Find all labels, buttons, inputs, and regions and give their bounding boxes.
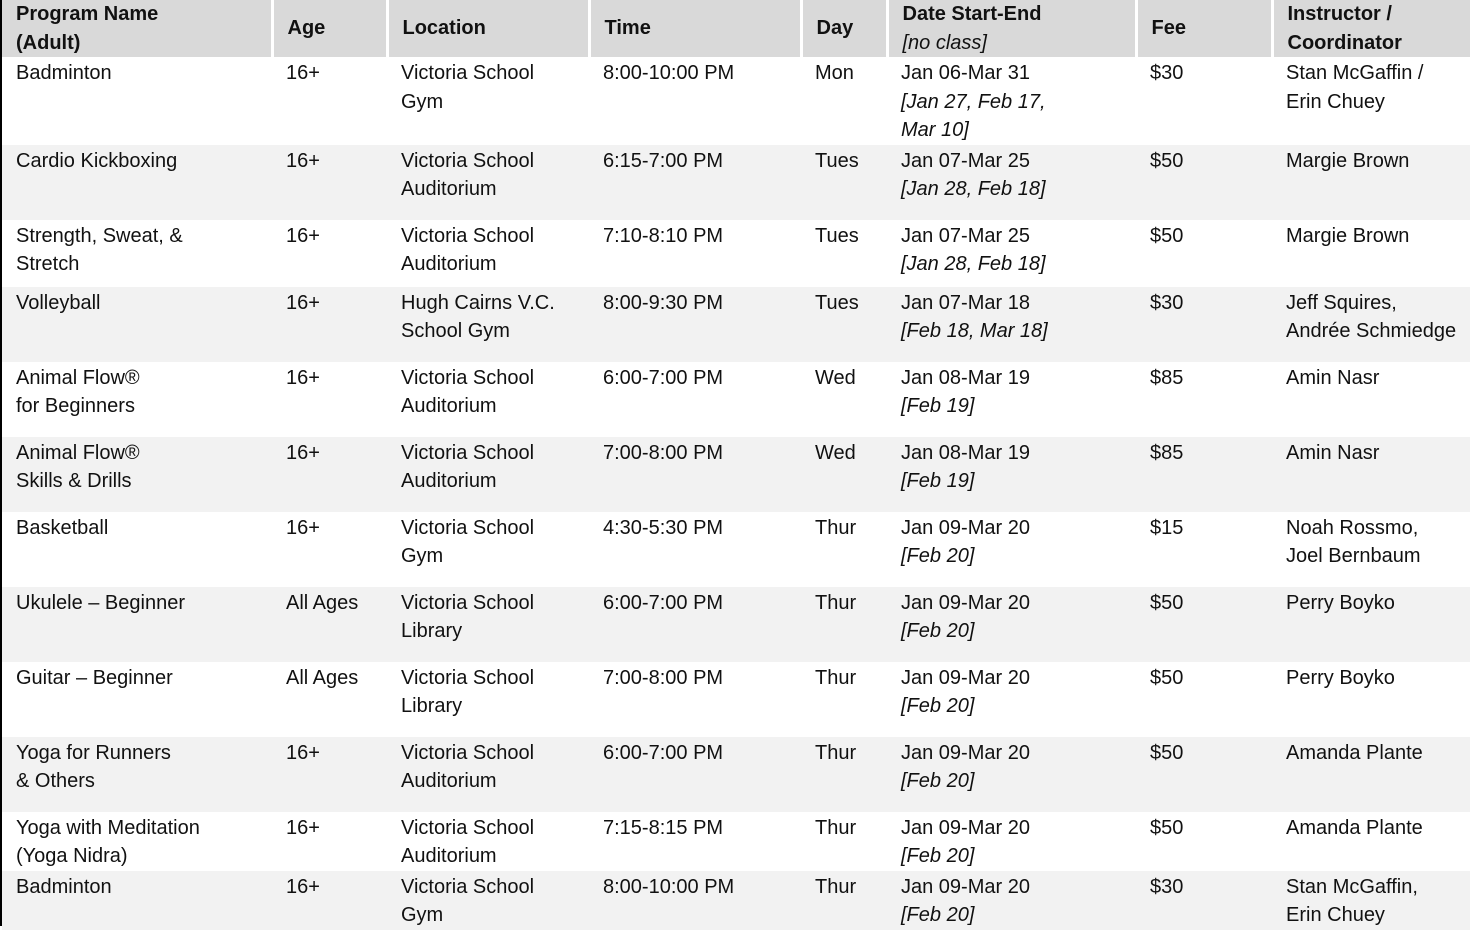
location-line: School Gym (401, 320, 510, 342)
table-row (2, 220, 1470, 287)
header-instructor-line: Coordinator (1287, 31, 1402, 54)
no-class-dates: [Jan 27, Feb 17, (901, 90, 1046, 113)
instructor-cell (1272, 662, 1470, 737)
no-class-dates: Mar 10] (901, 119, 969, 141)
location-cell (387, 512, 589, 587)
location-cell (387, 737, 589, 812)
program-name-line: Guitar – Beginner (16, 666, 173, 689)
location-line: Auditorium (401, 470, 497, 492)
location-line: Victoria School (401, 149, 535, 172)
instructor-cell (1272, 437, 1470, 512)
age-cell: 16+ (286, 62, 320, 84)
instructor-line: Perry Boyko (1286, 666, 1395, 689)
location-line: Victoria School (401, 875, 535, 898)
day-cell: Tues (801, 287, 887, 362)
age-cell: 16+ (272, 737, 387, 812)
instructor-line: Amin Nasr (1286, 366, 1380, 389)
instructor-cell (1272, 220, 1470, 287)
date-range: Jan 09-Mar 20 (901, 591, 1030, 614)
date-cell (887, 437, 1136, 512)
header-date-title: Date Start-End (902, 3, 1042, 25)
header-fee: Fee (1136, 0, 1272, 57)
header-age: Age (272, 0, 387, 57)
date-range: Jan 08-Mar 19 (901, 366, 1030, 389)
location-line: Library (401, 620, 463, 642)
day-cell: Wed (801, 437, 887, 512)
no-class-dates: [Feb 19] (901, 470, 975, 492)
location-line: Gym (401, 90, 444, 113)
location-line: Gym (401, 904, 444, 926)
program-name-cell (2, 512, 272, 587)
table-row (2, 57, 1470, 145)
program-name-line: for Beginners (16, 395, 135, 417)
fee-cell: $50 (1150, 816, 1184, 839)
table-row (2, 812, 1470, 871)
age-cell: 16+ (272, 287, 387, 362)
no-class-dates: [Feb 20] (901, 770, 975, 792)
age-cell: 16+ (286, 366, 320, 389)
header-instructor-line: Instructor / (1287, 3, 1392, 25)
fee-cell: $85 (1150, 366, 1184, 389)
age-cell: 16+ (286, 224, 320, 247)
instructor-line: Erin Chuey (1286, 90, 1385, 113)
instructor-cell (1272, 362, 1470, 437)
day-cell: Tues (801, 145, 887, 220)
day-cell: Thur (815, 666, 857, 689)
program-schedule-table (2, 0, 1470, 930)
program-name-line: Strength, Sweat, & (16, 224, 183, 247)
date-cell (887, 512, 1136, 587)
header-date (887, 0, 1136, 57)
program-name-line: Skills & Drills (16, 470, 132, 492)
date-range: Jan 09-Mar 20 (901, 816, 1030, 839)
instructor-cell (1272, 587, 1470, 662)
date-range: Jan 09-Mar 20 (901, 516, 1030, 539)
header-row (2, 0, 1470, 57)
program-name-line: Yoga with Meditation (16, 816, 200, 839)
location-line: Victoria School (401, 366, 535, 389)
location-cell (387, 362, 589, 437)
location-cell (387, 437, 589, 512)
time-cell: 7:10-8:10 PM (603, 224, 724, 247)
instructor-line: Erin Chuey (1286, 904, 1385, 926)
age-cell: All Ages (286, 666, 359, 689)
time-cell: 7:00-8:00 PM (603, 666, 724, 689)
instructor-line: Margie Brown (1286, 149, 1410, 172)
location-line: Auditorium (401, 770, 497, 792)
location-cell (387, 220, 589, 287)
date-cell (887, 145, 1136, 220)
location-line: Victoria School (401, 62, 535, 84)
header-program (2, 0, 272, 57)
header-instructor (1272, 0, 1470, 57)
program-name-line: Stretch (16, 253, 80, 275)
instructor-line: Jeff Squires, (1286, 291, 1397, 314)
fee-cell: $30 (1136, 287, 1272, 362)
no-class-dates: [Feb 19] (901, 395, 975, 417)
location-line: Hugh Cairns V.C. (401, 291, 555, 314)
day-cell: Thur (815, 816, 857, 839)
instructor-line: Perry Boyko (1286, 591, 1395, 614)
location-line: Gym (401, 545, 444, 567)
header-day: Day (801, 0, 887, 57)
no-class-dates: [Feb 20] (901, 904, 975, 926)
program-name-cell (2, 145, 272, 220)
no-class-dates: [Feb 20] (901, 545, 975, 567)
location-cell (387, 812, 589, 871)
instructor-cell (1272, 512, 1470, 587)
location-line: Victoria School (401, 741, 535, 764)
program-name-line: Ukulele – Beginner (16, 591, 185, 614)
header-program-line: (Adult) (16, 31, 81, 54)
day-cell: Thur (801, 587, 887, 662)
instructor-cell (1272, 812, 1470, 871)
age-cell: 16+ (272, 871, 387, 930)
instructor-line: Amanda Plante (1286, 741, 1423, 764)
program-name-line: Badminton (16, 62, 112, 84)
program-name-line: Volleyball (16, 291, 101, 314)
day-cell: Thur (801, 871, 887, 930)
program-name-cell (2, 57, 272, 145)
time-cell: 8:00-10:00 PM (603, 62, 735, 84)
date-cell (887, 737, 1136, 812)
program-name-cell (2, 662, 272, 737)
program-name-cell (2, 362, 272, 437)
date-cell (887, 220, 1136, 287)
location-cell (387, 287, 589, 362)
no-class-dates: [Feb 20] (901, 695, 975, 717)
date-cell (887, 287, 1136, 362)
location-line: Auditorium (401, 178, 497, 200)
location-line: Victoria School (401, 666, 535, 689)
age-cell: 16+ (272, 145, 387, 220)
day-cell: Mon (815, 62, 854, 84)
instructor-cell (1272, 737, 1470, 812)
no-class-dates: [Jan 28, Feb 18] (901, 253, 1046, 275)
fee-cell: $50 (1136, 737, 1272, 812)
date-range: Jan 09-Mar 20 (901, 666, 1030, 689)
date-range: Jan 09-Mar 20 (901, 875, 1030, 898)
day-cell: Thur (801, 737, 887, 812)
location-cell (387, 662, 589, 737)
location-line: Victoria School (401, 591, 535, 614)
date-range: Jan 07-Mar 18 (901, 291, 1030, 314)
time-cell: 8:00-9:30 PM (589, 287, 801, 362)
program-name-line: Animal Flow® (16, 366, 140, 389)
time-cell: 6:00-7:00 PM (603, 366, 724, 389)
no-class-dates: [Feb 18, Mar 18] (901, 320, 1048, 342)
instructor-line: Amanda Plante (1286, 816, 1423, 839)
location-line: Victoria School (401, 516, 535, 539)
time-cell: 4:30-5:30 PM (603, 516, 724, 539)
no-class-dates: [Jan 28, Feb 18] (901, 178, 1046, 200)
program-name-cell (2, 737, 272, 812)
program-name-cell (2, 812, 272, 871)
program-name-line: Yoga for Runners (16, 741, 171, 764)
table-row (2, 871, 1470, 930)
instructor-line: Noah Rossmo, (1286, 516, 1419, 539)
program-name-cell (2, 220, 272, 287)
date-range: Jan 06-Mar 31 (901, 62, 1030, 84)
location-line: Auditorium (401, 395, 497, 417)
header-location: Location (387, 0, 589, 57)
table-row (2, 362, 1470, 437)
time-cell: 6:00-7:00 PM (589, 737, 801, 812)
location-line: Auditorium (401, 845, 497, 867)
instructor-line: Margie Brown (1286, 224, 1410, 247)
table-row (2, 287, 1470, 362)
age-cell: 16+ (286, 516, 320, 539)
header-date-subtitle: [no class] (902, 31, 987, 54)
table-row (2, 512, 1470, 587)
location-line: Victoria School (401, 441, 535, 464)
location-line: Auditorium (401, 253, 497, 275)
instructor-cell (1272, 871, 1470, 930)
no-class-dates: [Feb 20] (901, 845, 975, 867)
fee-cell: $85 (1136, 437, 1272, 512)
time-cell: 7:00-8:00 PM (589, 437, 801, 512)
date-range: Jan 09-Mar 20 (901, 741, 1030, 764)
program-name-cell (2, 437, 272, 512)
fee-cell: $50 (1150, 666, 1184, 689)
age-cell: 16+ (272, 437, 387, 512)
program-name-cell (2, 287, 272, 362)
date-cell (887, 662, 1136, 737)
instructor-line: Stan McGaffin, (1286, 875, 1418, 898)
date-range: Jan 08-Mar 19 (901, 441, 1030, 464)
fee-cell: $50 (1136, 587, 1272, 662)
location-line: Library (401, 695, 463, 717)
table-row (2, 145, 1470, 220)
location-cell (387, 587, 589, 662)
fee-cell: $15 (1150, 516, 1184, 539)
table-row (2, 662, 1470, 737)
time-cell: 8:00-10:00 PM (589, 871, 801, 930)
fee-cell: $50 (1150, 224, 1184, 247)
day-cell: Tues (815, 224, 859, 247)
day-cell: Wed (815, 366, 856, 389)
location-cell (387, 145, 589, 220)
program-name-cell (2, 587, 272, 662)
instructor-line: Stan McGaffin / (1286, 62, 1424, 84)
time-cell: 7:15-8:15 PM (603, 816, 724, 839)
table-row (2, 737, 1470, 812)
date-range: Jan 07-Mar 25 (901, 149, 1030, 172)
fee-cell: $30 (1136, 871, 1272, 930)
instructor-cell (1272, 287, 1470, 362)
time-cell: 6:15-7:00 PM (589, 145, 801, 220)
instructor-line: Andrée Schmiedge (1286, 320, 1457, 342)
location-cell (387, 57, 589, 145)
day-cell: Thur (815, 516, 857, 539)
instructor-cell (1272, 145, 1470, 220)
date-cell (887, 57, 1136, 145)
time-cell: 6:00-7:00 PM (589, 587, 801, 662)
date-cell (887, 871, 1136, 930)
program-name-line: Basketball (16, 516, 109, 539)
instructor-line: Joel Bernbaum (1286, 545, 1421, 567)
location-cell (387, 871, 589, 930)
location-line: Victoria School (401, 224, 535, 247)
program-name-cell (2, 871, 272, 930)
program-name-line: & Others (16, 770, 95, 792)
fee-cell: $30 (1150, 62, 1184, 84)
age-cell: 16+ (286, 816, 320, 839)
date-cell (887, 812, 1136, 871)
program-name-line: (Yoga Nidra) (16, 845, 128, 867)
location-line: Victoria School (401, 816, 535, 839)
date-cell (887, 587, 1136, 662)
program-name-line: Cardio Kickboxing (16, 149, 178, 172)
header-time: Time (589, 0, 801, 57)
instructor-line: Amin Nasr (1286, 441, 1380, 464)
program-name-line: Badminton (16, 875, 112, 898)
date-cell (887, 362, 1136, 437)
table-row (2, 437, 1470, 512)
date-range: Jan 07-Mar 25 (901, 224, 1030, 247)
header-program-line: Program Name (16, 3, 159, 25)
age-cell: All Ages (272, 587, 387, 662)
no-class-dates: [Feb 20] (901, 620, 975, 642)
fee-cell: $50 (1136, 145, 1272, 220)
instructor-cell (1272, 57, 1470, 145)
program-name-line: Animal Flow® (16, 441, 140, 464)
table-row (2, 587, 1470, 662)
